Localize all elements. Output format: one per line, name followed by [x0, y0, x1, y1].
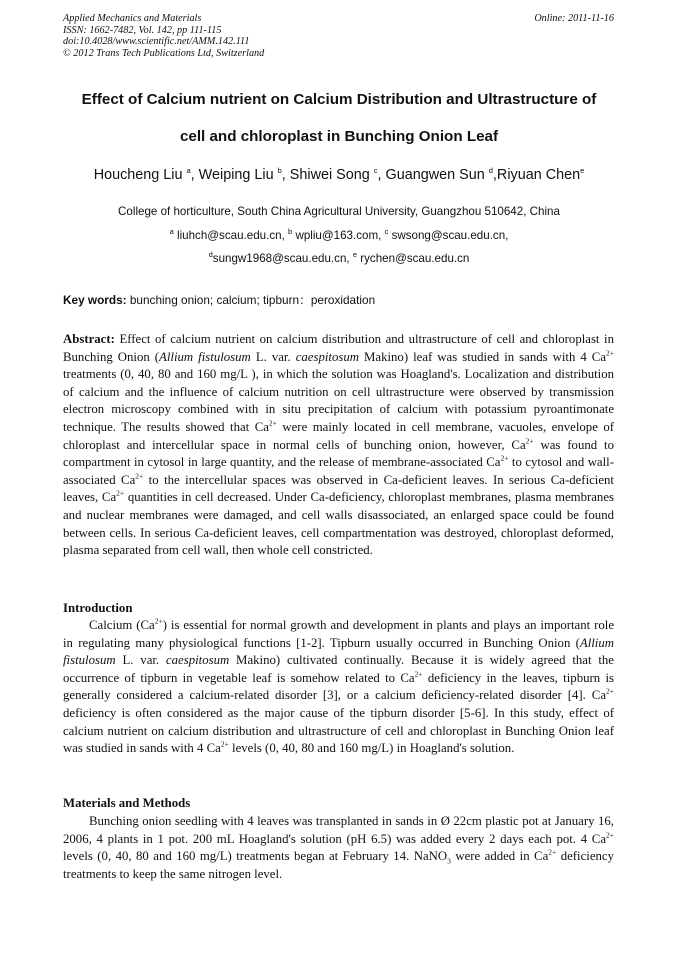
keywords	[63, 291, 375, 308]
author-name: Riyuan Chen	[496, 167, 581, 183]
introduction-paragraph	[63, 617, 614, 758]
author-separator: ,	[377, 167, 386, 183]
charge-superscript: 2+	[548, 847, 557, 857]
abstract-text: L. var.	[250, 349, 296, 364]
charge-superscript: 2+	[154, 616, 163, 626]
intro-text: deficiency is often considered as the major cause of the tipburn disorder [5-6]. In this study, effect of calcium nutrient on calcium distribution and ultrastructure of cell and chloroplast in Bunching Onion leaf was studied in sands with 4 Ca	[63, 705, 614, 756]
abstract-text: was found to compartment in cytosol in large quantity, and the release of membrane-associated Ca	[63, 437, 614, 470]
abstract-text: treatments (0, 40, 80 and 160 mg/L ), in which the solution was Hoagland's. Localization and distribution of calcium and the influence of calcium nutrition on cell ultrastructure were observed by transmission electron microscopy combined with in situ precipitation of calcium with potassium pyroantimonate technique. The results showed that Ca	[63, 367, 614, 434]
intro-text: L. var.	[115, 653, 166, 668]
intro-text: Calcium (Ca	[89, 618, 155, 632]
email-b[interactable]: wpliu@163.com,	[295, 229, 382, 242]
intro-text: ) is essential for normal growth and development in plants and plays an important role in regulating many physiological functions [1-2]. Tipburn usually occurred in Bunching Onion (	[63, 618, 614, 650]
email-mark: d	[208, 250, 213, 260]
issn-line: ISSN: 1662-7482, Vol. 142, pp 111-115	[63, 24, 222, 36]
intro-text: levels (0, 40, 80 and 160 mg/L) in Hoagland's solution.	[228, 741, 515, 756]
charge-superscript: 2+	[606, 830, 614, 840]
doi-line[interactable]: doi:10.4028/www.scientific.net/AMM.142.111	[63, 36, 250, 48]
email-e[interactable]: rychen@scau.edu.cn	[360, 252, 470, 265]
keywords-text: bunching onion; calcium; tipburn：peroxidation	[129, 293, 376, 307]
abstract-text: Makino) leaf was studied in sands with 4 Ca	[359, 349, 607, 364]
email-mark: b	[288, 227, 293, 237]
abstract-text: quantities in cell decreased. Under Ca-deficiency, chloroplast membranes, plasma membranes and nuclear membranes were damaged, and cell walls disassociated, an enlarged space could be found between cells. In serious Ca-deficient leaves, cell compartmentation was destroyed, chloroplast deformed, plasma separated from cell wall, then whole cell constricted.	[63, 490, 614, 558]
abstract-text: were mainly located in cell membrane, vacuoles, envelope of chloroplast and intercellular space in normal cells of bunching onion, however, Ca	[63, 419, 615, 452]
author-separator: ,	[492, 167, 497, 183]
author-affiliation-mark: c	[373, 166, 378, 176]
abstract-text: to cytosol and wall-associated Ca	[63, 455, 614, 487]
email-mark: e	[352, 250, 358, 260]
charge-superscript: 2+	[500, 453, 509, 463]
author-list	[20, 167, 658, 183]
email-line-2	[30, 252, 648, 265]
abstract-paragraph	[63, 331, 614, 560]
abstract-label: Abstract:	[63, 332, 115, 346]
methods-text: Bunching onion seedling with 4 leaves was transplanted in sands in Ø 22cm plastic pot at January 16, 2006, 4 plants in 1 pot. 200 mL Hoagland's solution (pH 6.5) was added every 2 days each pot. 4 Ca	[63, 814, 614, 846]
email-c[interactable]: swsong@scau.edu.cn,	[391, 229, 509, 242]
charge-superscript: 2+	[116, 489, 125, 499]
methods-paragraph	[63, 813, 614, 883]
abstract-text: to the intercellular spaces was observed in Ca-deficient leaves. In serious Ca-deficient leaves, Ca	[63, 472, 614, 505]
author-affiliation-mark: a	[186, 166, 191, 176]
intro-text: Makino) cultivated continually. Because it is widely agreed that the occurrence of tipburn in vegetable leaf is somehow related to Ca	[63, 653, 614, 685]
email-d[interactable]: sungw1968@scau.edu.cn,	[212, 252, 350, 265]
author-affiliation-mark: d	[488, 166, 493, 176]
charge-superscript: 2+	[414, 669, 423, 679]
paper-title-line-1: Effect of Calcium nutrient on Calcium Distribution and Ultrastructure of	[81, 91, 597, 108]
author-name: Guangwen Sun	[385, 167, 485, 183]
charge-superscript: 2+	[606, 687, 614, 697]
email-line-1	[30, 229, 648, 242]
charge-superscript: 2+	[135, 471, 144, 481]
species-name: Allium fistulosum	[63, 635, 614, 668]
charge-superscript: 2+	[606, 348, 614, 358]
email-mark: c	[384, 227, 389, 237]
author-affiliation-mark: b	[277, 166, 282, 176]
paper-title-line-2: cell and chloroplast in Bunching Onion Leaf	[179, 128, 499, 145]
author-separator: ,	[281, 167, 290, 183]
affiliation: College of horticulture, South China Agricultural University, Guangzhou 510642, China	[118, 205, 560, 218]
copyright-line: © 2012 Trans Tech Publications Ltd, Switzerland	[63, 47, 265, 59]
author-name: Houcheng Liu	[93, 167, 183, 183]
email-mark: a	[169, 227, 174, 237]
charge-superscript: 2+	[220, 739, 229, 749]
journal-header	[63, 13, 264, 59]
author-affiliation-mark: e	[580, 166, 585, 176]
subscript: 3	[447, 856, 451, 866]
journal-name: Applied Mechanics and Materials	[63, 13, 202, 24]
charge-superscript: 2+	[525, 436, 534, 446]
species-name: Allium fistulosum	[159, 349, 251, 364]
author-separator: ,	[190, 167, 199, 183]
methods-text: deficiency treatments to keep the same nitrogen level.	[63, 849, 614, 881]
variety-name: caespitosum	[295, 349, 359, 364]
introduction-heading: Introduction	[63, 601, 133, 615]
methods-heading: Materials and Methods	[63, 796, 191, 810]
abstract-text: Effect of calcium nutrient on calcium distribution and ultrastructure of cell and chloroplast in Bunching Onion (	[63, 332, 614, 364]
variety-name: caespitosum	[165, 653, 230, 668]
intro-text: deficiency in the leaves, tipburn is generally considered a calcium-related disorder [3], or a calcium deficiency-related disorder [4]. Ca	[63, 670, 614, 703]
author-name: Weiping Liu	[198, 167, 274, 183]
author-name: Shiwei Song	[289, 167, 370, 183]
methods-text: were added in Ca	[450, 849, 549, 864]
charge-superscript: 2+	[268, 418, 277, 428]
email-a[interactable]: liuhch@scau.edu.cn,	[177, 229, 285, 242]
keywords-label: Key words:	[63, 293, 127, 307]
methods-text: levels (0, 40, 80 and 160 mg/L) treatments began at February 14. NaNO	[63, 849, 448, 864]
online-date: Online: 2011-11-16	[534, 13, 614, 24]
